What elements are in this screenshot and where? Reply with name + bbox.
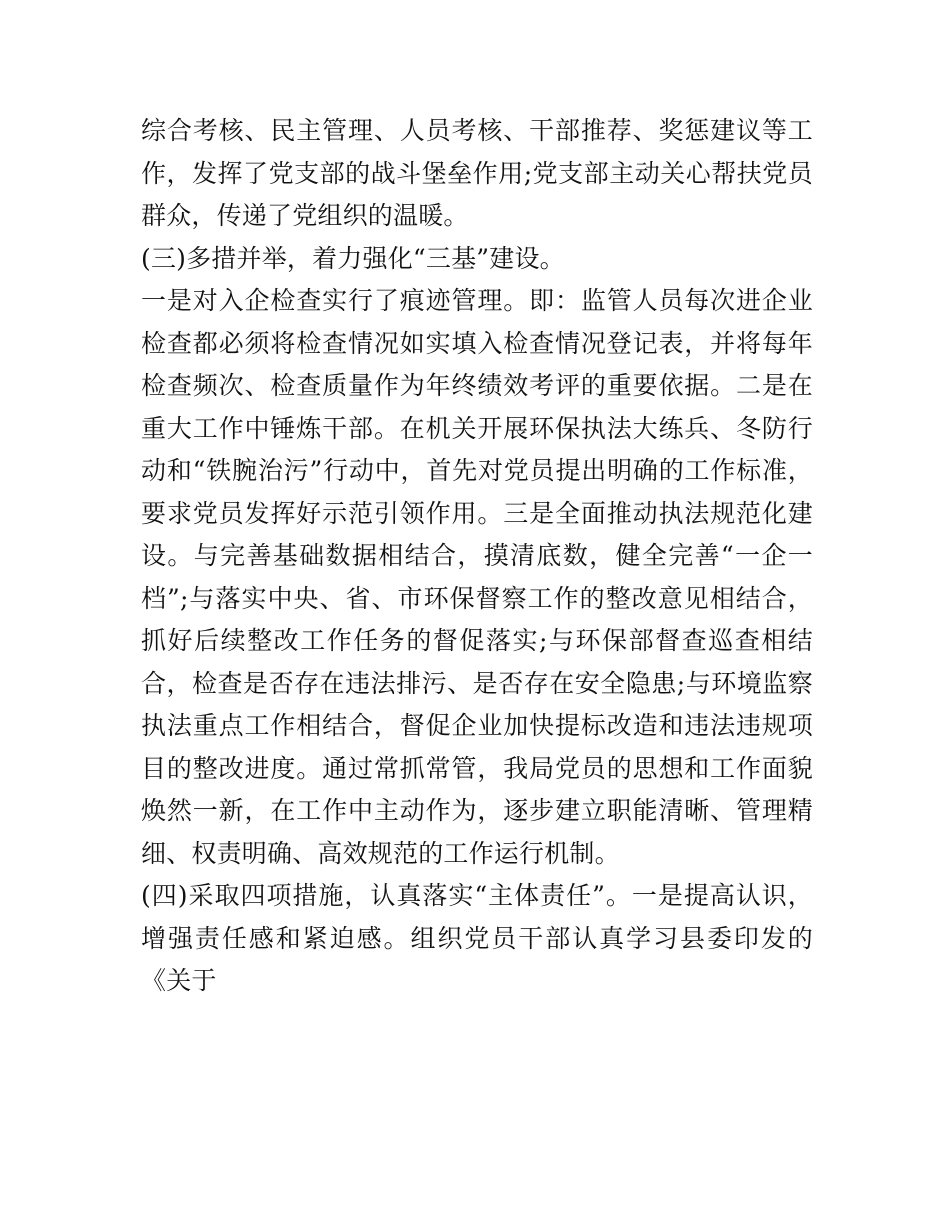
paragraph-4: (四)采取四项措施，认真落实“主体责任”。一是提高认识，增强责任感和紧迫感。组织党员干部认真学习县委印发的《关于 [141,881,813,995]
document-body [141,110,813,1003]
paragraph-1: 综合考核、民主管理、人员考核、干部推荐、奖惩建议等工作，发挥了党支部的战斗堡垒作用;党支部主动关心帮扶党员群众，传递了党组织的温暖。 [141,116,813,230]
paragraph-2-heading: (三)多措并举，着力强化“三基”建设。 [141,243,565,273]
paragraph-3: 一是对入企检查实行了痕迹管理。即：监管人员每次进企业检查都必须将检查情况如实填入检查情况登记表，并将每年检查频次、检查质量作为年终绩效考评的重要依据。二是在重大工作中锤炼干部。在机关开展环保执法大练兵、冬防行动和“铁腕治污”行动中，首先对党员提出明确的工作标准，要求党员发挥好示范引领作用。三是全面推动执法规范化建设。与完善基础数据相结合，摸清底数，健全完善“一企一档”;与落实中央、省、市环保督察工作的整改意见相结合，抓好后续整改工作任务的督促落实;与环保部督查巡查相结合，检查是否存在违法排污、是否存在安全隐患;与环境监察执法重点工作相结合，督促企业加快提标改造和违法违规项目的整改进度。通过常抓常管，我局党员的思想和工作面貌焕然一新，在工作中主动作为，逐步建立职能清晰、管理精细、权责明确、高效规范的工作运行机制。 [141,286,813,868]
